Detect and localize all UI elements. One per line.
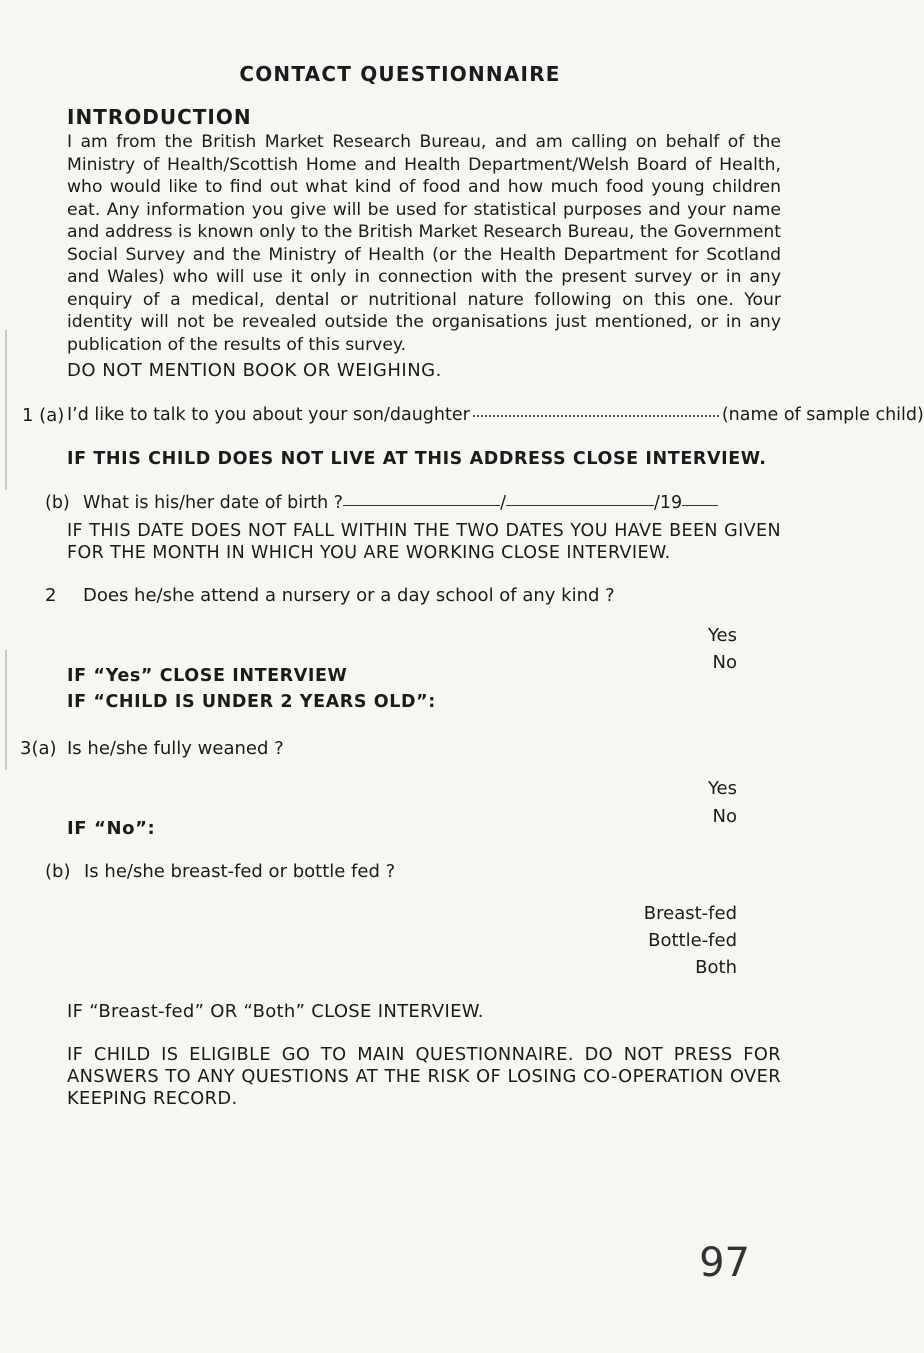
- q1b-day-blank[interactable]: [343, 505, 500, 506]
- q1a-suffix: (name of sample child): [721, 405, 924, 425]
- margin-mark: [5, 650, 7, 770]
- q1a-question: [67, 405, 924, 425]
- q3a-number: 3(a): [20, 738, 57, 759]
- margin-mark: [5, 330, 7, 490]
- q2-number: 2: [45, 585, 57, 606]
- q1a-instruction: IF THIS CHILD DOES NOT LIVE AT THIS ADDRESS CLOSE INTERVIEW.: [67, 449, 767, 469]
- q1b-month-blank[interactable]: [506, 505, 654, 506]
- q2-text: Does he/she attend a nursery or a day school of any kind ?: [83, 585, 615, 606]
- q3b-option-both[interactable]: Both: [695, 957, 737, 978]
- q3b-option-breast-fed[interactable]: Breast-fed: [643, 903, 737, 924]
- q1b-year-prefix: /19: [654, 493, 683, 513]
- q3b-text: Is he/she breast-fed or bottle fed ?: [84, 861, 396, 882]
- q3b-number: (b): [45, 861, 71, 882]
- q1b-number: (b): [45, 493, 70, 513]
- intro-body: I am from the British Market Research Bureau, and am calling on behalf of the Ministry of Health/Scottish Home and Health Department/Welsh Board of Health, who would like to find out what kind of food and how much food young children eat. Any information you give will be used for statistical purposes and your name and address is known only to the British Market Research Bureau, the Government Social Survey and the Ministry of Health (or the Health Department for Scotland and Wales) who will use it only in connection with the present survey or in any enquiry of a medical, dental or nutritional nature following on this one. Your identity will not be revealed outside the organisations just mentioned, or in any publication of the results of this survey.: [67, 132, 781, 355]
- intro-heading: INTRODUCTION: [67, 105, 252, 129]
- q3a-text: Is he/she fully weaned ?: [67, 738, 284, 759]
- q3b-option-bottle-fed[interactable]: Bottle-fed: [648, 930, 737, 951]
- intro-warning: DO NOT MENTION BOOK OR WEIGHING.: [67, 360, 442, 381]
- q1a-name-blank[interactable]: [473, 415, 719, 417]
- q1b-question: [83, 493, 718, 513]
- q2-option-no[interactable]: No: [712, 652, 737, 673]
- page-number: 97: [699, 1240, 750, 1286]
- q1b-sep: /: [500, 493, 506, 513]
- page-title: CONTACT QUESTIONNAIRE: [239, 62, 561, 86]
- q1b-year-blank[interactable]: [682, 505, 718, 506]
- q3a-option-yes[interactable]: Yes: [707, 778, 737, 799]
- q3a-option-no[interactable]: No: [712, 806, 737, 827]
- q2-instruction-2: IF “CHILD IS UNDER 2 YEARS OLD”:: [67, 692, 436, 712]
- q1b-instruction: IF THIS DATE DOES NOT FALL WITHIN THE TWO DATES YOU HAVE BEEN GIVEN FOR THE MONTH IN WHICH YOU ARE WORKING CLOSE INTERVIEW.: [67, 521, 781, 563]
- q3a-instruction: IF “No”:: [67, 818, 156, 839]
- q1b-text: What is his/her date of birth ?: [83, 493, 344, 513]
- q1a-number: 1 (a): [22, 405, 65, 426]
- q2-instruction-1: IF “Yes” CLOSE INTERVIEW: [67, 666, 348, 686]
- q3b-instruction: IF “Breast-fed” OR “Both” CLOSE INTERVIEW.: [67, 1001, 484, 1022]
- q2-option-yes[interactable]: Yes: [707, 625, 737, 646]
- final-instruction: IF CHILD IS ELIGIBLE GO TO MAIN QUESTIONNAIRE. DO NOT PRESS FOR ANSWERS TO ANY QUESTIONS AT THE RISK OF LOSING CO-OPERATION OVER KEEPING RECORD.: [67, 1044, 781, 1109]
- q1a-text: I’d like to talk to you about your son/daughter: [67, 405, 470, 425]
